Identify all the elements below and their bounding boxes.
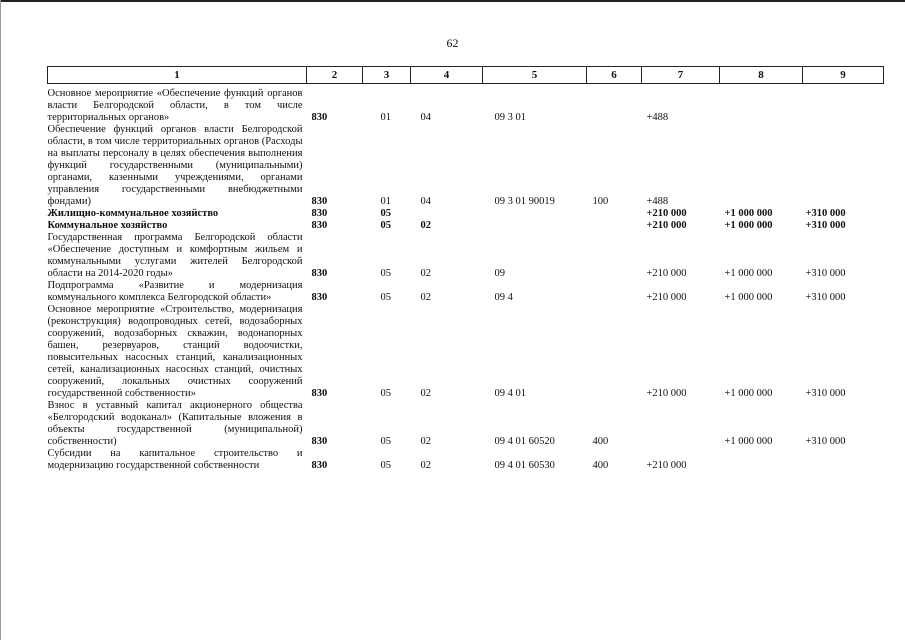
table-row — [48, 304, 884, 400]
code-expense-type: 400 — [592, 460, 609, 471]
code-expense-type: 400 — [592, 436, 609, 447]
amount-col-7: +210 000 — [646, 268, 687, 279]
code-subsection: 02 — [420, 220, 431, 231]
code-subsection: 02 — [420, 268, 431, 279]
amount-col-8: +1 000 000 — [724, 292, 773, 303]
code-target-article — [483, 208, 587, 220]
header-col-4: 4 — [411, 67, 483, 84]
amount-col-8 — [720, 88, 803, 124]
code-section: 05 — [380, 292, 391, 303]
row-description: Жилищно-коммунальное хозяйство — [47, 208, 219, 219]
amount-col-8 — [720, 448, 803, 472]
row-description: Основное мероприятие «Строительство, модернизация (реконструкция) водопроводных сетей, водозаборных сооружений, водозаборных скважин, водонапорных башен, резервуаров, станций водоочистки, повысительных насосных станций, канализационных сетей, канализационных насосных станций, очистных сооружений, локальных очистных сооружений государственной собственности» — [47, 304, 303, 399]
amount-col-9 — [803, 448, 884, 472]
code-ministry: 830 — [311, 196, 328, 207]
row-description: Обеспечение функций органов власти Белгородской области, в том числе территориальных органов (Расходы на выплаты персоналу в целях обеспечения выполнения функций государственными (муниципальными) органами, казенными учреждениями, органами управления государственными внебюджетными фондами) — [47, 124, 303, 207]
header-col-6: 6 — [587, 67, 642, 84]
table-row — [48, 208, 884, 220]
amount-col-9 — [803, 124, 884, 208]
top-scan-edge — [0, 0, 905, 2]
header-col-2: 2 — [307, 67, 363, 84]
code-expense-type — [587, 304, 642, 400]
header-col-3: 3 — [363, 67, 411, 84]
amount-col-8 — [720, 124, 803, 208]
row-description: Основное мероприятие «Обеспечение функций органов власти Белгородской области, в том числе территориальных органов» — [47, 88, 303, 123]
amount-col-9: +310 000 — [805, 292, 846, 303]
amount-col-7 — [642, 400, 720, 448]
amount-col-8: +1 000 000 — [724, 220, 773, 231]
code-section: 05 — [380, 460, 391, 471]
row-description: Взнос в уставный капитал акционерного общества «Белгородский водоканал» (Капитальные вложения в объекты государственной (муниципальной) собственности) — [47, 400, 303, 447]
code-section: 05 — [380, 268, 391, 279]
code-subsection: 02 — [420, 436, 431, 447]
code-expense-type: 100 — [592, 196, 609, 207]
amount-col-8: +1 000 000 — [724, 388, 773, 399]
code-target-article: 09 4 01 60520 — [494, 436, 555, 447]
amount-col-7: +210 000 — [646, 292, 687, 303]
code-subsection: 02 — [420, 388, 431, 399]
amount-col-9: +310 000 — [805, 268, 846, 279]
amount-col-7: +488 — [646, 196, 669, 207]
table-header-row — [48, 67, 884, 84]
amount-col-7: +210 000 — [646, 388, 687, 399]
amount-col-7: +488 — [646, 112, 669, 123]
code-ministry: 830 — [311, 436, 328, 447]
code-ministry: 830 — [311, 460, 328, 471]
code-target-article: 09 4 01 — [494, 388, 526, 399]
amount-col-8: +1 000 000 — [724, 268, 773, 279]
code-ministry: 830 — [311, 208, 328, 219]
table-row — [48, 124, 884, 208]
code-expense-type — [587, 232, 642, 280]
code-section: 05 — [380, 436, 391, 447]
amount-col-9: +310 000 — [805, 220, 846, 231]
amount-col-7: +210 000 — [646, 220, 687, 231]
header-col-8: 8 — [720, 67, 803, 84]
page-number: 62 — [446, 36, 459, 50]
amount-col-7: +210 000 — [646, 460, 687, 471]
code-section: 01 — [380, 196, 391, 207]
row-description: Государственная программа Белгородской области «Обеспечение доступным и комфортным жильем и коммунальными услугами жителей Белгородской области на 2014-2020 годы» — [47, 232, 303, 279]
budget-table — [47, 66, 884, 472]
code-subsection: 04 — [420, 196, 431, 207]
code-section: 01 — [380, 112, 391, 123]
amount-col-7: +210 000 — [646, 208, 687, 219]
row-description: Субсидии на капитальное строительство и модернизацию государственной собственности — [47, 448, 303, 471]
table-row — [48, 220, 884, 232]
code-target-article: 09 — [494, 268, 505, 279]
row-description: Коммунальное хозяйство — [47, 220, 168, 231]
header-col-7: 7 — [642, 67, 720, 84]
code-ministry: 830 — [311, 268, 328, 279]
code-section: 05 — [380, 208, 391, 219]
code-subsection: 02 — [420, 292, 431, 303]
code-ministry: 830 — [311, 388, 328, 399]
code-section: 05 — [380, 388, 391, 399]
code-target-article — [483, 220, 587, 232]
amount-col-9 — [803, 88, 884, 124]
code-ministry: 830 — [311, 292, 328, 303]
code-target-article: 09 3 01 — [494, 112, 526, 123]
code-subsection: 04 — [420, 112, 431, 123]
table-row — [48, 448, 884, 472]
code-ministry: 830 — [311, 220, 328, 231]
table-row — [48, 232, 884, 280]
code-expense-type — [587, 208, 642, 220]
code-section: 05 — [380, 220, 391, 231]
code-expense-type — [587, 280, 642, 304]
amount-col-9: +310 000 — [805, 436, 846, 447]
amount-col-8: +1 000 000 — [724, 208, 773, 219]
code-expense-type — [587, 88, 642, 124]
amount-col-9: +310 000 — [805, 388, 846, 399]
amount-col-8: +1 000 000 — [724, 436, 773, 447]
header-col-9: 9 — [803, 67, 884, 84]
code-expense-type — [587, 220, 642, 232]
code-target-article: 09 4 01 60530 — [494, 460, 555, 471]
amount-col-9: +310 000 — [805, 208, 846, 219]
header-col-1: 1 — [48, 67, 307, 84]
table-row — [48, 280, 884, 304]
header-col-5: 5 — [483, 67, 587, 84]
code-target-article: 09 3 01 90019 — [494, 196, 555, 207]
code-target-article: 09 4 — [494, 292, 513, 303]
code-ministry: 830 — [311, 112, 328, 123]
code-subsection — [411, 208, 483, 220]
code-subsection: 02 — [420, 460, 431, 471]
row-description: Подпрограмма «Развитие и модернизация коммунального комплекса Белгородской области» — [47, 280, 303, 303]
table-row — [48, 88, 884, 124]
left-scan-edge — [0, 0, 1, 640]
table-row — [48, 400, 884, 448]
